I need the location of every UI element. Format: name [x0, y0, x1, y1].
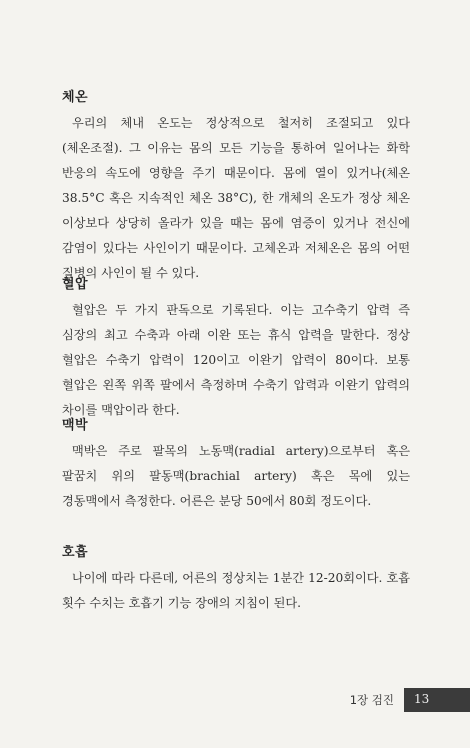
section-body-temperature [62, 86, 410, 286]
section-heading: 호흡 [62, 545, 89, 560]
section-heading: 맥박 [62, 418, 89, 433]
section-pulse [62, 414, 410, 514]
chapter-label: 1장 검진 [349, 693, 394, 707]
section-paragraph: 우리의 체내 온도는 정상적으로 철저히 조절되고 있다(체온조절). 그 이유는 몸의 모든 기능을 통하여 일어나는 화학 반응의 속도에 영향을 주기 때문이다. 몸에 열이 있거나(체온 38.5°C 혹은 지속적인 체온 38°C), 한 개체의 온도가 정상 체온 이상보다 상당히 올라가 있을 때는 몸에 염증이 있거나 전신에 감염이 있다는 사인이기 때문이다. 고체온과 저체온은 몸의 어떤 질병의 사인이 될 수 있다. [62, 116, 410, 280]
section-heading: 체온 [62, 90, 89, 105]
section-respiration [62, 541, 410, 616]
section-paragraph: 맥박은 주로 팔목의 노동맥(radial artery)으로부터 혹은 팔꿈치 위의 팔동맥(brachial artery) 혹은 목에 있는 경동맥에서 측정한다. 어른은 분당 50에서 80회 정도이다. [62, 444, 410, 508]
section-paragraph: 나이에 따라 다른데, 어른의 정상치는 1분간 12-20회이다. 호흡 횟수 수치는 호흡기 기능 장애의 지침이 된다. [62, 571, 410, 610]
section-blood-pressure [62, 273, 410, 423]
page-footer [350, 688, 470, 712]
section-heading: 혈압 [62, 277, 89, 292]
page-number: 13 [404, 688, 470, 712]
section-paragraph: 혈압은 두 가지 판독으로 기록된다. 이는 고수축기 압력 즉 심장의 최고 수축과 아래 이완 또는 휴식 압력을 말한다. 정상 혈압은 수축기 압력이 120이고 이완기 압력이 80이다. 보통 혈압은 왼쪽 위쪽 팔에서 측정하며 수축기 압력과 이완기 압력의 차이를 맥압이라 한다. [62, 303, 410, 417]
